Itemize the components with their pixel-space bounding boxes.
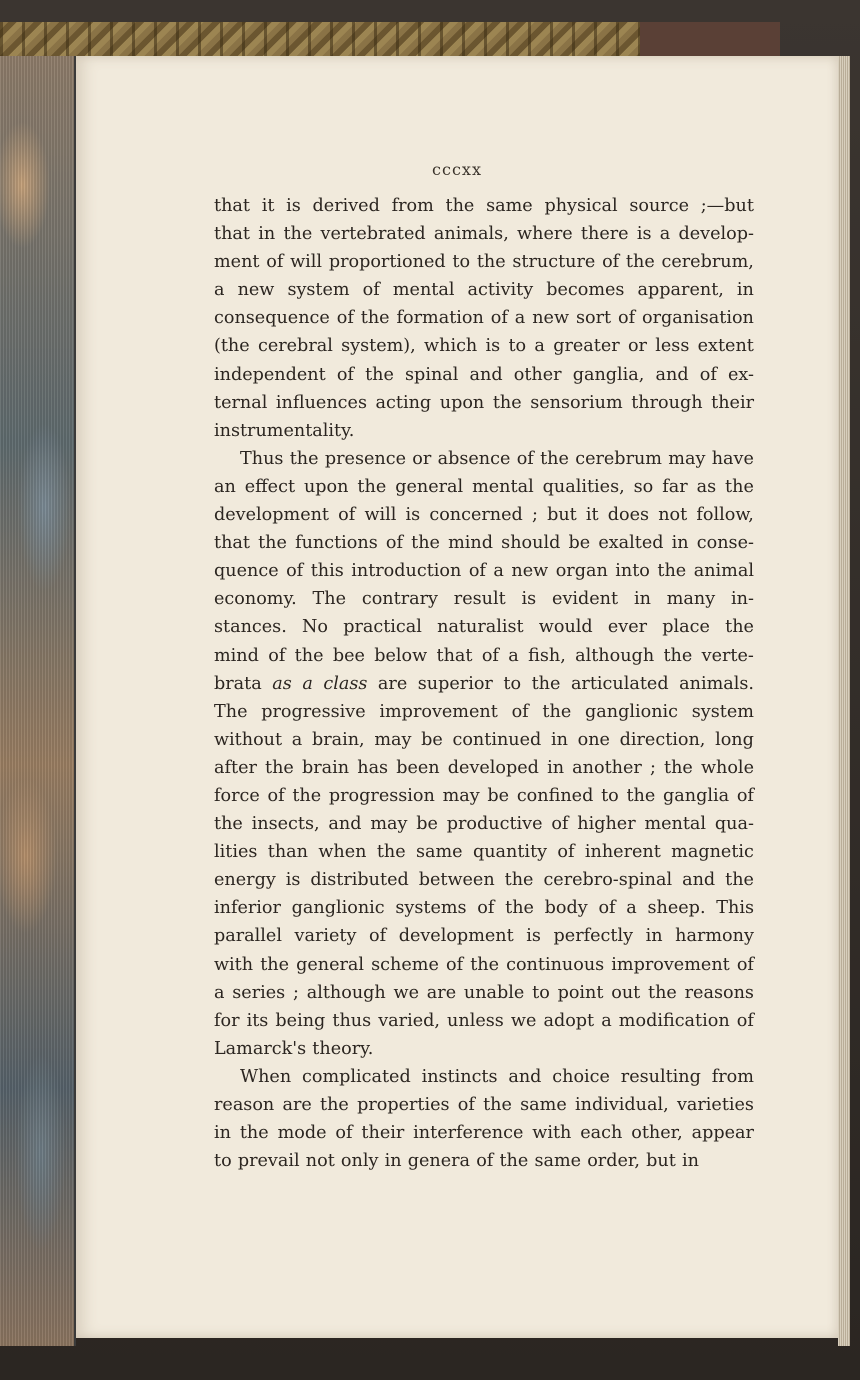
text-line: stances. No practical naturalist would ever place the <box>214 617 754 638</box>
text-line: after the brain has been developed in another ; the whole <box>214 757 754 778</box>
right-page-edge <box>838 56 850 1346</box>
text-line: inferior ganglionic systems of the body of a sheep. This <box>214 898 754 919</box>
text-line: that in the vertebrated animals, where there is a develop- <box>214 224 754 245</box>
text-line: for its being thus varied, unless we adopt a modification of <box>214 1010 754 1031</box>
paragraph <box>214 192 754 445</box>
text-line: without a brain, may be continued in one direction, long <box>214 729 754 750</box>
text-line: a series ; although we are unable to point out the reasons <box>214 982 754 1003</box>
text-line: with the general scheme of the continuous improvement of <box>214 954 754 975</box>
marbled-page-edge <box>0 56 76 1346</box>
text-line: instrumentality. <box>214 420 355 441</box>
text-line: economy. The contrary result is evident in many in- <box>214 589 754 610</box>
text-line: Thus the presence or absence of the cerebrum may have <box>240 448 754 469</box>
text-line: parallel variety of development is perfectly in harmony <box>214 926 754 947</box>
text-line: brata as a class are superior to the articulated animals. <box>214 673 754 694</box>
text-line: in the mode of their interference with each other, appear <box>214 1123 754 1144</box>
text-line: a new system of mental activity becomes apparent, in <box>214 280 754 301</box>
book-page <box>76 56 838 1338</box>
text-line: independent of the spinal and other ganglia, and of ex- <box>214 364 754 385</box>
text-line: reason are the properties of the same individual, varieties <box>214 1095 754 1115</box>
text-line: quence of this introduction of a new organ into the animal <box>214 561 754 582</box>
text-line: the insects, and may be productive of higher mental qua- <box>214 814 754 835</box>
text-line: ment of will proportioned to the structure of the cerebrum, <box>214 252 754 273</box>
text-line: energy is distributed between the cerebro-spinal and the <box>214 870 754 891</box>
text-line: Lamarck's theory. <box>214 1038 374 1059</box>
text-line: force of the progression may be confined to the ganglia of <box>214 785 754 806</box>
page-body-text <box>214 192 754 1175</box>
page-number: cccxx <box>432 160 482 179</box>
book-cover-corner <box>640 22 780 58</box>
text-line: consequence of the formation of a new sort of organisation <box>214 308 754 329</box>
text-line: lities than when the same quantity of inherent magnetic <box>214 842 754 863</box>
text-line: to prevail not only in genera of the same order, but in <box>214 1151 699 1172</box>
text-line: mind of the bee below that of a fish, although the verte- <box>214 645 754 666</box>
text-line: an effect upon the general mental qualities, so far as the <box>214 476 754 497</box>
text-line: development of will is concerned ; but it does not follow, <box>214 505 754 526</box>
text-line: ternal influences acting upon the sensorium through their <box>214 392 754 413</box>
text-line: that it is derived from the same physical source ;—but <box>214 196 754 216</box>
text-line: The progressive improvement of the ganglionic system <box>214 701 754 722</box>
paragraph <box>214 445 754 1063</box>
text-line: that the functions of the mind should be exalted in conse- <box>214 533 754 554</box>
paragraph <box>214 1063 754 1175</box>
text-line: (the cerebral system), which is to a greater or less extent <box>214 336 754 357</box>
text-line: When complicated instincts and choice resulting from <box>240 1066 754 1087</box>
